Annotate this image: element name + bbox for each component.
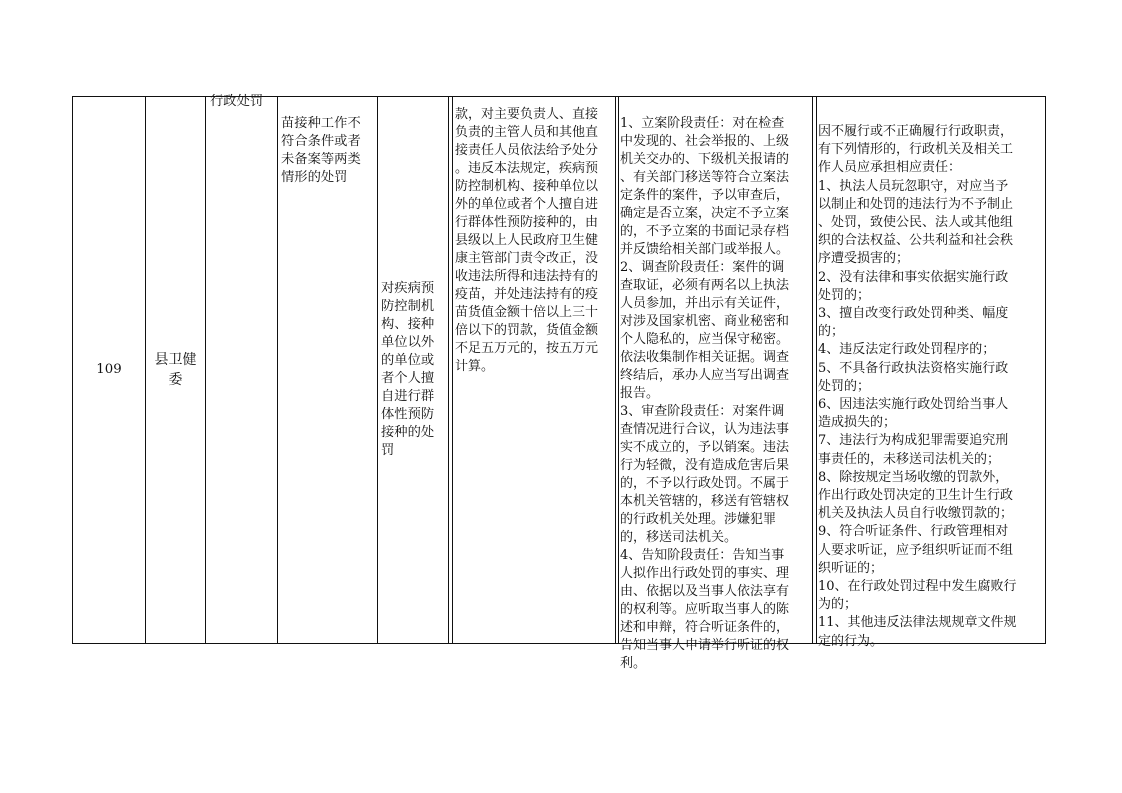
sub-item-cell [381, 97, 447, 643]
legal-basis-cell [455, 97, 615, 643]
category-cell-overflow [210, 82, 274, 109]
column-divider [452, 96, 453, 644]
department-cell [146, 97, 205, 643]
department-name: 县卫健 委 [154, 352, 197, 388]
responsibility-text: 1、立案阶段责任：对在检查 中发现的、社会举报的、上级 机关交办的、下级机关报请的 、有关部门移送等符合立案法 定条件的案件，予以审查后， 确定是否立案，决定不予立案 的，不予立案的书面记录存档 并反馈给相关部门或举报人。 2、调查阶段责任：案件的调 查取证，必须有两名以上执法 人员参加，并出示有关证件， 对涉及国家机密、商业秘密和 个人隐私的，应当保守秘密。 依法收集制作相关证据。调查 终结后，承办人应当写出调查 报告。 3、审查阶段责任：对案件调 查情况进行合议，认为违法事 实不成立的，予以销案。违法 行为轻微，没有造成危害后果 的，不予以行政处罚。不属于 本机关管辖的，移送有管辖权 的行政机关处理。涉嫌犯罪 的，移送司法机关。 4、告知阶段责任：告知当事 人拟作出行政处罚的事实、理 由、依据以及当事人依法享有 的权利等。应听取当事人的陈 述和申辩，符合听证条件的， 告知当事人申请举行听证的权 利。 [620, 116, 790, 671]
column-divider [816, 96, 817, 644]
column-divider [812, 96, 813, 644]
responsibility-cell [620, 97, 812, 671]
item-name-cell [281, 97, 376, 643]
column-divider [615, 96, 616, 644]
item-name: 苗接种工作不 符合条件或者 未备案等两类 情形的处罚 [281, 116, 361, 185]
category-text: 行政处罚 [210, 94, 264, 109]
column-divider [205, 96, 206, 644]
accountability-text: 因不履行或不正确履行行政职责， 有下列情形的，行政机关及相关工 作人员应承担相应责任： 1、执法人员玩忽职守，对应当予 以制止和处罚的违法行为不予制止 、处罚，致使公民、法人或其他组 织的合法权益、公共利益和社会秩 序遭受损害的； 2、没有法律和事实依据实施行政 处罚的； 3、擅自改变行政处罚种类、幅度 的； 4、违反法定行政处罚程序的； 5、不具备行政执法资格实施行政 处罚的； 6、因违法实施行政处罚给当事人 造成损失的； 7、违法行为构成犯罪需要追究刑 事责任的，未移送司法机关的； 8、除按规定当场收缴的罚款外， 作出行政处罚决定的卫生计生行政 机关及执法人员自行收缴罚款的； 9、符合听证条件、行政管理相对 人要求听证，应予组织听证而不组 织听证的； 10、在行政处罚过程中发生腐败行 为的； 11、其他违反法律法规规章文件规 定的行为。 [818, 124, 1017, 649]
legal-basis-text: 款，对主要负责人、直接 负责的主管人员和其他直 接责任人员依法给予处分 。违反本法规定，疾病预 防控制机构、接种单位以 外的单位或者个人擅自进 行群体性预防接种的，由 县级以上人民政府卫生健 康主管部门责令改正，没 收违法所得和违法持有的 疫苗，并处违法持有的疫 苗货值金额十倍以上三十 倍以下的罚款，货值金额 不足五万元的，按五万元 计算。 [455, 107, 599, 374]
column-divider [377, 96, 378, 644]
column-divider [448, 96, 449, 644]
row-number: 109 [96, 362, 122, 377]
column-divider [618, 96, 619, 644]
row-number-cell [73, 97, 145, 643]
accountability-cell [818, 105, 1046, 649]
sub-item-name: 对疾病预 防控制机 构、接种 单位以外 的单位或 者个人擅 自进行群 体性预防 接种的处 罚 [381, 281, 435, 458]
column-divider [277, 96, 278, 644]
